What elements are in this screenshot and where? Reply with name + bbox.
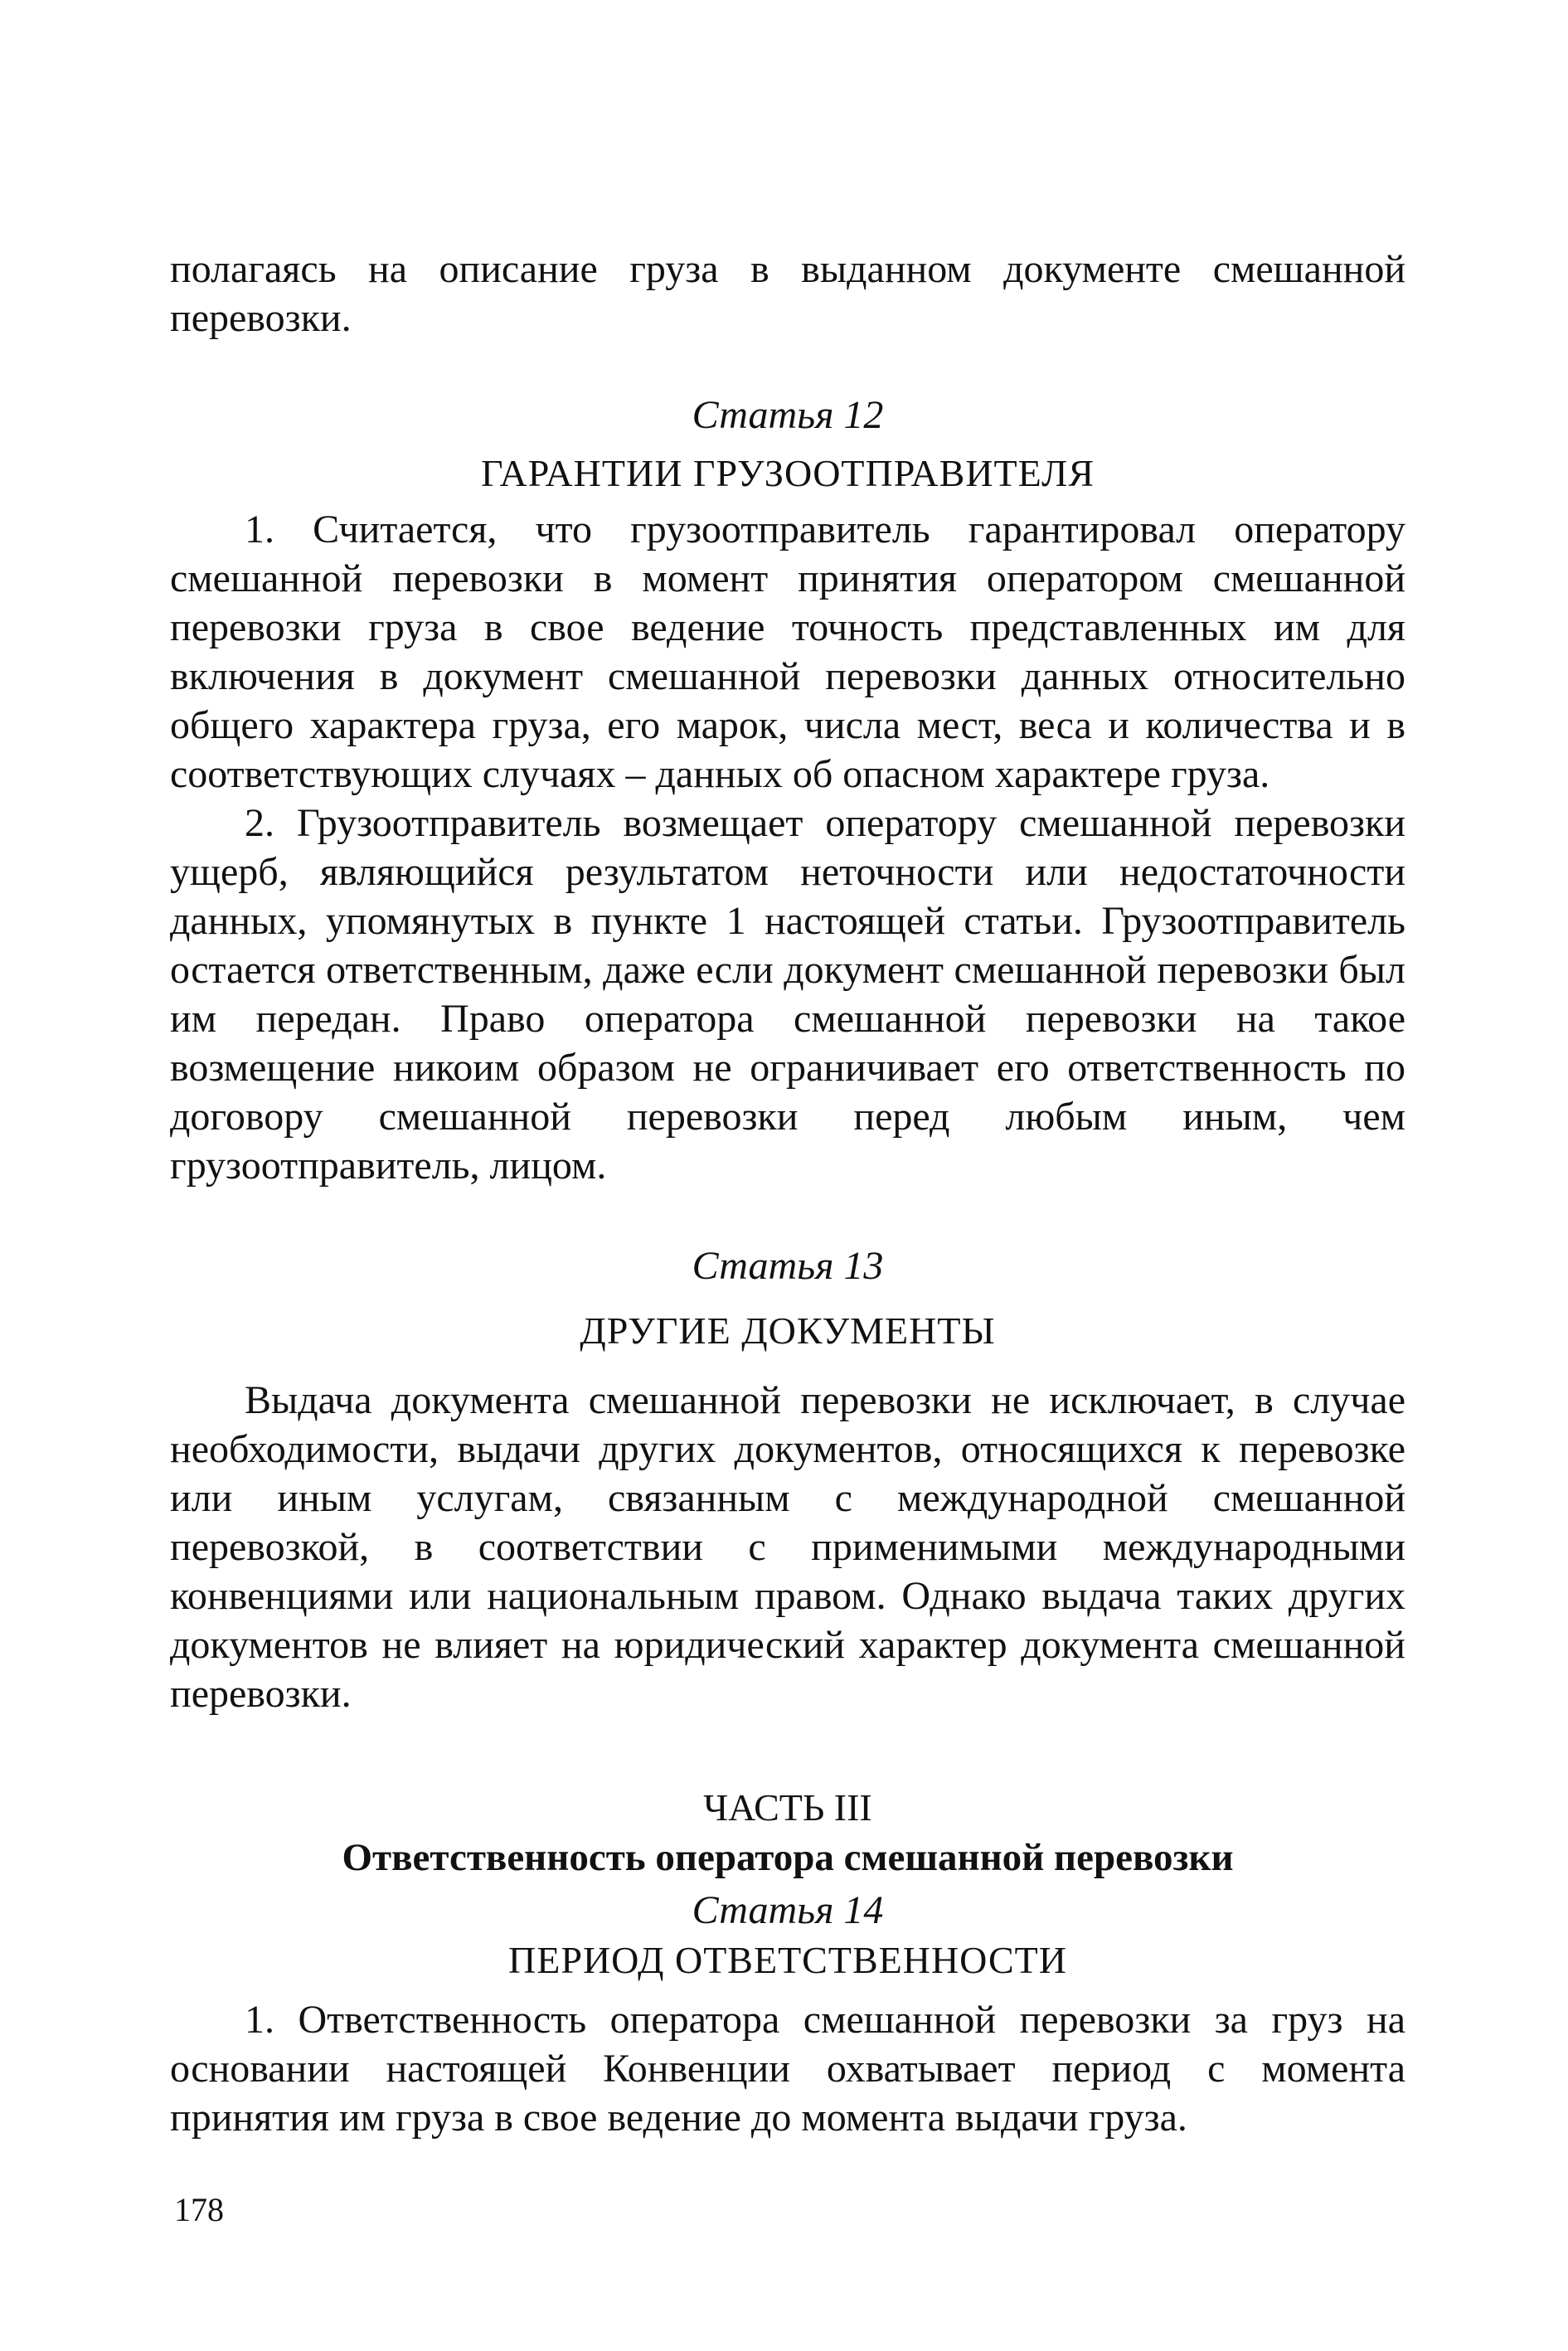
article-12-number: Статья 12 bbox=[692, 393, 884, 437]
article-13-title: ДРУГИЕ ДОКУМЕНТЫ bbox=[580, 1309, 996, 1352]
article-12-paragraph-1: 1. Считается, что грузоотправитель гарантировал оператору смешанной перевозки в момент принятия оператором смешанной перевозки груза в свое ведение точность представленных им для включения в документ смешанной перевозки данных относительно общего характера груза, его марок, числа мест, веса и количества и в соответствующих случаях – данных об опасном характере груза. bbox=[170, 508, 1405, 796]
article-12-paragraph-2: 2. Грузоотправитель возмещает оператору смешанной перевозки ущерб, являющийся результатом неточности или недостаточности данных, упомянутых в пункте 1 настоящей статьи. Грузоотправитель остается ответственным, даже если документ смешанной перевозки был им передан. Право оператора смешанной перевозки на такое возмещение никоим образом не ограничивает его ответственность по договору смешанной перевозки перед любым иным, чем грузоотправитель, лицом. bbox=[170, 801, 1405, 1188]
article-14-number: Статья 14 bbox=[692, 1888, 884, 1932]
intro-paragraph: полагаясь на описание груза в выданном документе смешанной перевозки. bbox=[170, 247, 1405, 340]
part-3-title: Ответственность оператора смешанной перевозки bbox=[342, 1836, 1234, 1879]
article-14-title: ПЕРИОД ОТВЕТСТВЕННОСТИ bbox=[508, 1939, 1067, 1981]
page-body bbox=[170, 245, 1405, 2142]
article-13-paragraph-1: Выдача документа смешанной перевозки не исключает, в случае необходимости, выдачи других документов, относящихся к перевозке или иным услугам, связанным с международной смешанной перевозкой, в соответствии с применимыми международными конвенциями или национальным правом. Однако выдача таких других документов не влияет на юридический характер документа смешанной перевозки. bbox=[170, 1378, 1405, 1716]
article-14-paragraph-1: 1. Ответственность оператора смешанной перевозки за груз на основании настоящей Конвенции охватывает период с момента принятия им груза в свое ведение до момента выдачи груза. bbox=[170, 1998, 1405, 2140]
article-12-title: ГАРАНТИИ ГРУЗООТПРАВИТЕЛЯ bbox=[480, 452, 1095, 494]
page-number: 178 bbox=[174, 2191, 224, 2228]
part-3-number: ЧАСТЬ III bbox=[703, 1786, 872, 1829]
article-13-number: Статья 13 bbox=[692, 1244, 884, 1288]
